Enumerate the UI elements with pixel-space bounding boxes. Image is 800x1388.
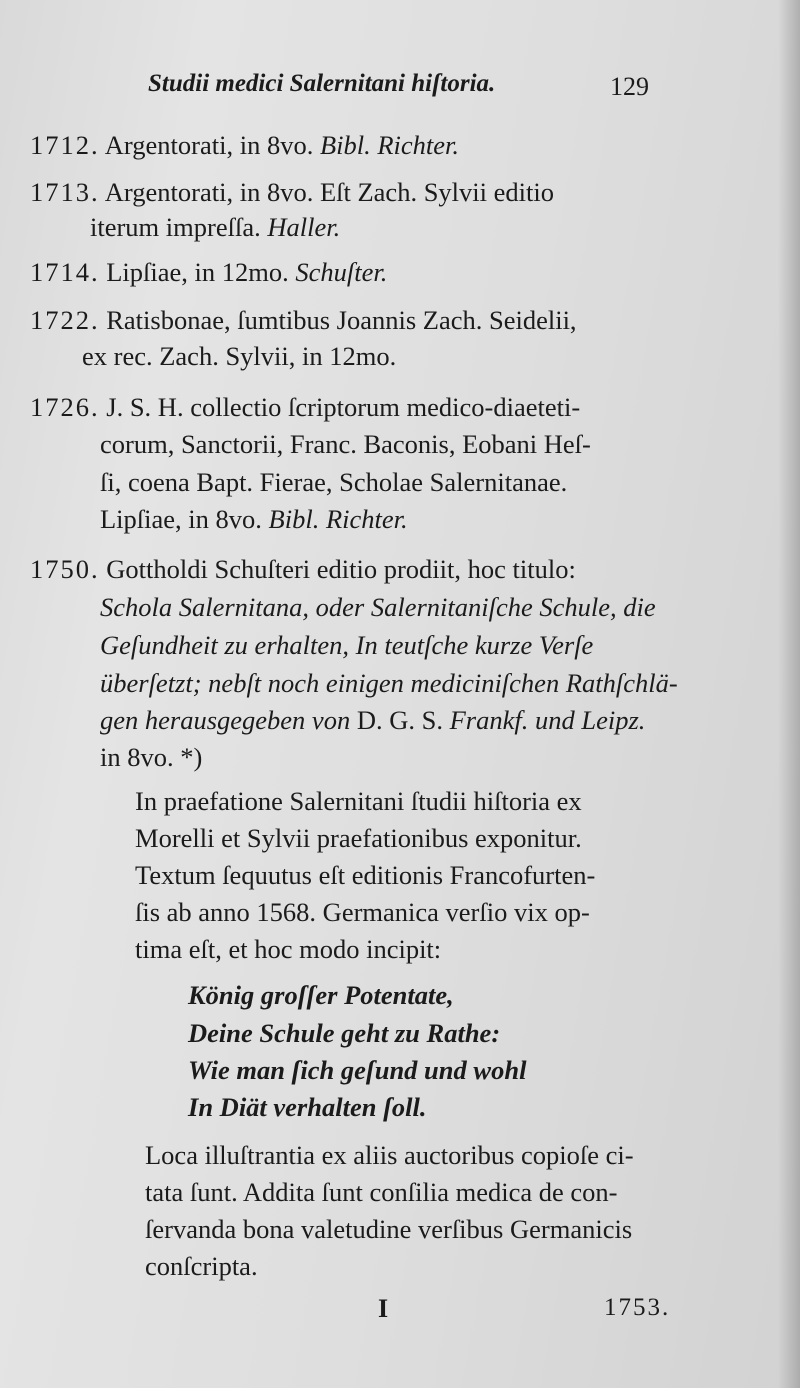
verse-line-4: [188, 1090, 427, 1124]
entry-1750-title-4: [100, 703, 645, 737]
verse-text: Deine Schule geht zu Rathe:: [188, 1018, 501, 1048]
commentary-line-2: [135, 821, 582, 855]
entry-text: Gottholdi Schuſteri editio prodiit, hoc titulo:: [99, 554, 576, 584]
closing-line-4: [145, 1249, 258, 1283]
catchword: 1753.: [604, 1294, 671, 1321]
entry-text: J. S. H. collectio ſcriptorum medico-diaeteti-: [99, 392, 581, 422]
entry-text: Lipſiae, in 8vo.: [100, 504, 269, 534]
commentary-line-3: [135, 858, 595, 892]
entry-text: Argentorati, in 8vo.: [99, 130, 320, 160]
entry-year: 1714.: [30, 257, 100, 287]
closing-line-3: [145, 1212, 632, 1246]
entry-year: 1712.: [30, 130, 100, 160]
entry-source: Schuſter.: [295, 257, 388, 287]
verse-text: In Diät verhalten ſoll.: [188, 1092, 427, 1122]
entry-1713: [30, 175, 554, 209]
entry-1750-format: [100, 740, 202, 774]
running-header: [148, 70, 668, 110]
entry-1714: [30, 255, 387, 289]
entry-1750-title-1: [100, 590, 656, 624]
running-title: Studii medici Salernitani hiſtoria.: [148, 70, 496, 97]
entry-source: Bibl. Richter.: [268, 504, 408, 534]
entry-title-text: Geſundheit zu erhalten, In teutſche kurze Verſe: [100, 630, 594, 660]
closing-text: tata ſunt. Addita ſunt conſilia medica de con-: [145, 1177, 618, 1207]
entry-1722: [30, 303, 577, 337]
closing-line-1: [145, 1138, 634, 1172]
entry-1750-title-3: [100, 666, 678, 700]
closing-text: Loca illuſtrantia ex aliis auctoribus copioſe ci-: [145, 1140, 634, 1170]
entry-1722-cont: [82, 339, 396, 373]
page-number: 129: [610, 72, 649, 101]
commentary-text: Textum ſequutus eſt editionis Francofurten-: [135, 860, 596, 890]
entry-1750: [30, 552, 576, 586]
entry-source: Bibl. Richter.: [319, 130, 460, 160]
entry-editor: D. G. S.: [356, 705, 450, 735]
entry-1726-cont-3: [100, 502, 408, 536]
entry-text: ex rec. Zach. Sylvii, in 12mo.: [82, 341, 397, 371]
commentary-line-4: [135, 895, 590, 929]
entry-text: corum, Sanctorii, Franc. Baconis, Eobani Heſ-: [100, 429, 591, 459]
commentary-text: tima eſt, et hoc modo incipit:: [135, 934, 442, 964]
entry-year: 1722.: [30, 305, 100, 335]
entry-1726-cont-1: [100, 427, 591, 461]
entry-text: iterum impreſſa.: [90, 212, 268, 242]
entry-source: Haller.: [267, 212, 341, 242]
signature-mark: I: [378, 1294, 389, 1323]
entry-1712: [30, 128, 459, 162]
verse-line-1: [188, 978, 454, 1012]
commentary-text: ſis ab anno 1568. Germanica verſio vix op-: [135, 897, 590, 927]
entry-year: 1726.: [30, 392, 100, 422]
entry-title-text: Schola Salernitana, oder Salernitaniſche Schule, die: [100, 592, 656, 622]
verse-line-2: [188, 1016, 500, 1050]
closing-text: ſervanda bona valetudine verſibus Germanicis: [145, 1214, 633, 1244]
entry-text: in 8vo. *): [100, 742, 203, 772]
commentary-text: Morelli et Sylvii praefationibus exponitur.: [135, 823, 582, 853]
closing-text: conſcripta.: [145, 1251, 258, 1281]
entry-title-text: gen herausgegeben von: [100, 705, 357, 735]
entry-1713-cont: [90, 210, 340, 244]
entry-1726: [30, 390, 580, 424]
closing-line-2: [145, 1175, 617, 1209]
commentary-line-5: [135, 932, 441, 966]
entry-text: Ratisbonae, ſumtibus Joannis Zach. Seidelii,: [99, 305, 577, 335]
commentary-line-1: [135, 784, 582, 818]
verse-text: König groſſer Potentate,: [188, 980, 454, 1010]
entry-text: Argentorati, in 8vo. Eſt Zach. Sylvii editio: [99, 177, 554, 207]
entry-1750-title-2: [100, 628, 593, 662]
page-edge-shadow: [778, 0, 800, 1388]
entry-year: 1713.: [30, 177, 100, 207]
commentary-text: In praefatione Salernitani ſtudii hiſtoria ex: [135, 786, 582, 816]
entry-text: ſi, coena Bapt. Fierae, Scholae Salernitanae.: [100, 467, 568, 497]
entry-place: Frankf. und Leipz.: [449, 705, 646, 735]
entry-title-text: überſetzt; nebſt noch einigen mediciniſchen Rathſchlä-: [100, 668, 678, 698]
verse-line-3: [188, 1053, 526, 1087]
entry-year: 1750.: [30, 554, 100, 584]
entry-text: Lipſiae, in 12mo.: [99, 257, 296, 287]
verse-text: Wie man ſich geſund und wohl: [188, 1055, 527, 1085]
entry-1726-cont-2: [100, 465, 567, 499]
